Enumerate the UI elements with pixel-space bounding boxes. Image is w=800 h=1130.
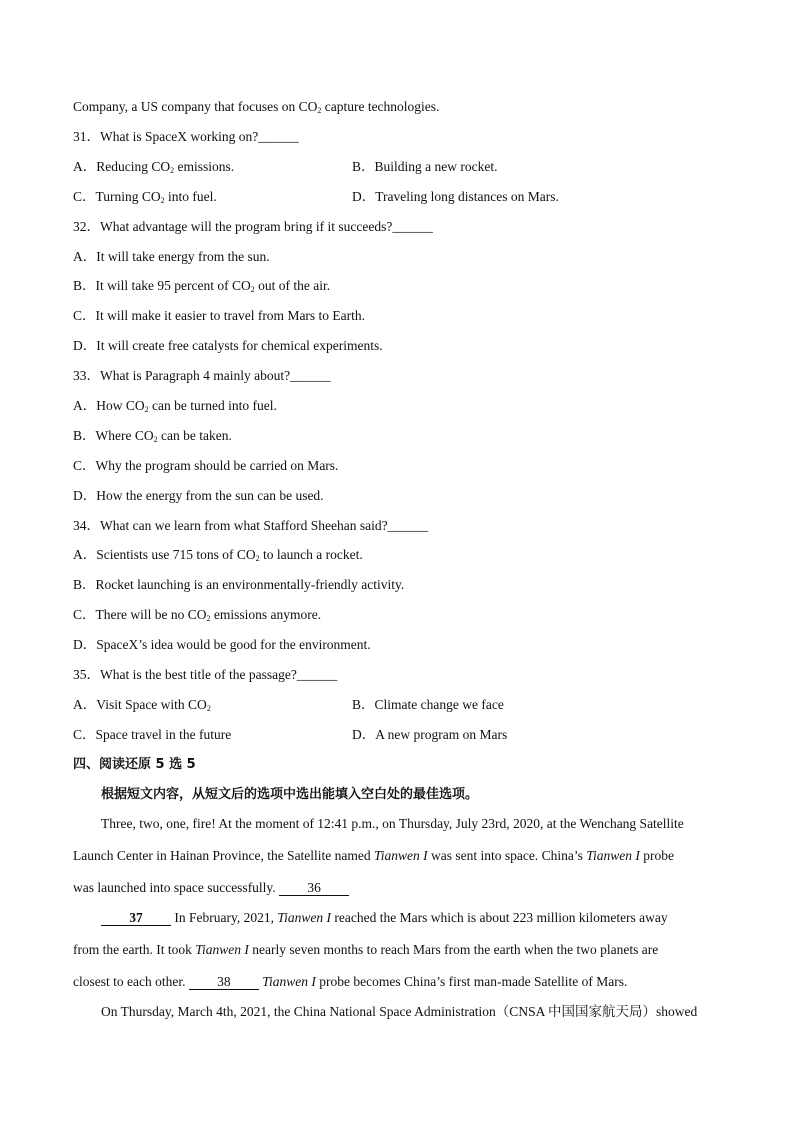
text: A．Reducing CO	[73, 159, 171, 174]
subscript: 2	[206, 614, 211, 623]
section-heading: 四、阅读还原 5 选 5	[73, 757, 196, 772]
q32-option-d: D．It will create free catalysts for chemical experiments.	[73, 338, 383, 353]
text: was launched into space successfully.	[73, 880, 280, 895]
q35-option-c: C．Space travel in the future	[73, 727, 232, 742]
question-32-stem: 32．What advantage will the program bring if it succeeds?______	[73, 219, 433, 234]
q32-option-c: C．It will make it easier to travel from Mars to Earth.	[73, 308, 366, 323]
subscript: 2	[144, 405, 149, 414]
text: capture technologies.	[321, 99, 440, 114]
text: A．Visit Space with CO	[73, 697, 207, 712]
section-instruction: 根据短文内容，从短文后的选项中选出能填入空白处的最佳选项。	[101, 787, 479, 802]
probe-name: Tianwen I	[277, 910, 331, 925]
text: can be turned into fuel.	[148, 398, 277, 413]
subscript: 2	[170, 166, 175, 175]
subscript: 2	[206, 704, 211, 713]
q34-option-a	[73, 546, 363, 564]
probe-name: Tianwen I	[262, 974, 316, 989]
q33-option-c: C．Why the program should be carried on Mars.	[73, 458, 339, 473]
blank-38: 38	[189, 974, 259, 990]
text: reached the Mars which is about 223 million kilometers away	[331, 910, 668, 925]
blank-37: 37	[101, 910, 171, 926]
q33-option-a	[73, 397, 277, 415]
q34-option-b: B．Rocket launching is an environmentally-friendly activity.	[73, 577, 405, 592]
text: was sent into space. China’s	[427, 848, 587, 863]
text: In February, 2021,	[171, 910, 278, 925]
text: out of the air.	[254, 278, 331, 293]
passage-p1-line1: Three, two, one, fire! At the moment of 12:41 p.m., on Thursday, July 23rd, 2020, at the Wenchang Satellite	[101, 816, 684, 831]
q34-option-d: D．SpaceX’s idea would be good for the environment.	[73, 637, 371, 652]
text: closest to each other.	[73, 974, 189, 989]
text: A．How CO	[73, 398, 145, 413]
blank-36: 36	[279, 880, 349, 896]
text: into fuel.	[164, 189, 217, 204]
q35-option-a	[73, 696, 211, 714]
intro-tail-line	[73, 98, 439, 116]
passage-p1-line2	[73, 847, 674, 865]
text: Launch Center in Hainan Province, the Satellite named	[73, 848, 375, 863]
q31-option-d: D．Traveling long distances on Mars.	[352, 189, 559, 204]
question-33-stem: 33．What is Paragraph 4 mainly about?______	[73, 368, 331, 383]
q31-option-a	[73, 158, 234, 176]
q35-option-d: D．A new program on Mars	[352, 727, 508, 742]
question-34-stem: 34．What can we learn from what Stafford Sheehan said?______	[73, 518, 429, 533]
q32-option-b	[73, 277, 330, 295]
subscript: 2	[160, 196, 165, 205]
q34-option-c	[73, 606, 321, 624]
text: B．Where CO	[73, 428, 154, 443]
subscript: 2	[317, 106, 322, 115]
passage-p3-line1: On Thursday, March 4th, 2021, the China National Space Administration（CNSA 中国国家航天局）showed	[101, 1004, 698, 1019]
text: C．There will be no CO	[73, 607, 207, 622]
q31-option-c	[73, 188, 217, 206]
text: to launch a rocket.	[259, 547, 363, 562]
text: nearly seven months to reach Mars from the earth when the two planets are	[248, 942, 659, 957]
text: probe becomes China’s first man-made Satellite of Mars.	[315, 974, 628, 989]
probe-name: Tianwen I	[374, 848, 428, 863]
question-31-stem: 31．What is SpaceX working on?______	[73, 129, 299, 144]
q32-option-a: A．It will take energy from the sun.	[73, 249, 270, 264]
question-35-stem: 35．What is the best title of the passage?______	[73, 667, 338, 682]
subscript: 2	[250, 285, 255, 294]
passage-p2-line3	[73, 973, 627, 991]
subscript: 2	[153, 435, 158, 444]
probe-name: Tianwen I	[586, 848, 640, 863]
passage-p2-line2	[73, 941, 658, 959]
q33-option-d: D．How the energy from the sun can be used.	[73, 488, 324, 503]
text: can be taken.	[157, 428, 232, 443]
text: from the earth. It took	[73, 942, 196, 957]
text: probe	[639, 848, 675, 863]
text: emissions.	[174, 159, 235, 174]
q33-option-b	[73, 427, 232, 445]
text: Company, a US company that focuses on CO	[73, 99, 318, 114]
subscript: 2	[255, 554, 260, 563]
passage-p2-line1	[101, 909, 668, 927]
q35-option-b: B．Climate change we face	[352, 697, 504, 712]
text: A．Scientists use 715 tons of CO	[73, 547, 256, 562]
passage-p1-line3	[73, 879, 349, 897]
text: C．Turning CO	[73, 189, 161, 204]
text: emissions anymore.	[210, 607, 322, 622]
probe-name: Tianwen I	[195, 942, 249, 957]
text: B．It will take 95 percent of CO	[73, 278, 251, 293]
q31-option-b: B．Building a new rocket.	[352, 159, 498, 174]
